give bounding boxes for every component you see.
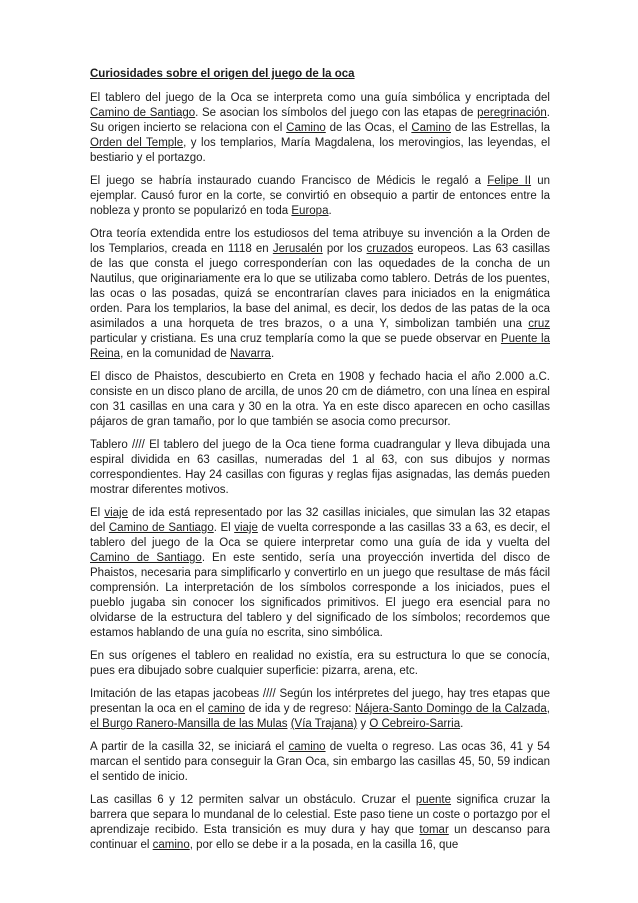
text-run: . En este sentido, sería una proyección invertida del disco de Phaistos, necesaria para simplificarlo y convertirlo en un juego que resultase de más fácil comprensión. La interpretación de los símbolos corresponde a los iniciados, pues el pueblo jugaba sin conocer los significados primitivos. El juego era esencial para no olvidarse de la estructura del tablero y del significado de los símbolos; recordemos que estamos hablando de una guía no escrita, sino simbólica. <box>90 552 551 639</box>
underlined-term: Puente la Reina <box>90 333 550 360</box>
document-title: Curiosidades sobre el origen del juego de la oca <box>90 68 355 80</box>
underlined-term: Orden del Temple <box>90 137 184 149</box>
text-run: por los <box>322 243 367 255</box>
underlined-term: puente <box>415 794 452 806</box>
underlined-term: Camino de Santiago <box>108 522 214 534</box>
underlined-term: (Vía Trajana) <box>290 718 358 730</box>
paragraph <box>90 687 550 732</box>
paragraph <box>90 370 550 430</box>
text-run: europeos. Las 63 casillas de las que consta el juego corresponderían con las oquedades de la concha de un Nautilus, que originariamente era lo que se utilizaba como tablero. Detrás de los puentes, las ocas o las posadas, quizá se encontrarían claves para iniciados en la enigmática orden. Para los templarios, la base del animal, es decir, los dedos de las patas de la oca asimilados a una horqueta de tres brazos, o a una Y, simbolizan también una <box>90 243 550 330</box>
underlined-term: viaje <box>234 522 258 534</box>
underlined-term: Camino de Santiago <box>90 107 196 119</box>
text-run: . Se asocian los símbolos del juego con las etapas de <box>195 107 478 119</box>
underlined-term: cruz <box>528 318 550 330</box>
paragraph <box>90 438 550 498</box>
text-run: , <box>546 703 550 715</box>
text-run: un descanso para continuar el <box>90 824 550 851</box>
underlined-term: camino <box>152 839 190 851</box>
text-run: Las casillas 6 y 12 permiten salvar un obstáculo. Cruzar el <box>90 794 416 806</box>
text-run: Tablero //// El tablero del juego de la Oca tiene forma cuadrangular y lleva dibujada una espiral dividida en 63 casillas, numeradas del 1 al 63, con sus dibujos y normas correspondientes. Hay 24 casillas con figuras y reglas fijas asignadas, las demás pueden mostrar diferentes motivos. <box>90 439 550 496</box>
text-run: un ejemplar. Causó furor en la corte, se convirtió en obsequio a partir de entonces entre la nobleza y pronto se popularizó en toda <box>90 175 550 217</box>
underlined-term: Jerusalén <box>272 243 323 255</box>
paragraph <box>90 649 550 679</box>
text-run: de vuelta corresponde a las casillas 33 a 63, es decir, el tablero del juego de la Oca se quiere interpretar como una guía de ida y vuelta del <box>90 522 551 549</box>
text-run: de las Ocas, el <box>325 122 412 134</box>
text-run: . <box>328 205 332 217</box>
text-run: En sus orígenes el tablero en realidad no existía, era su estructura lo que se conocía, pues era dibujado sobre cualquier superficie: pizarra, arena, etc. <box>90 650 550 677</box>
underlined-term: cruzados <box>366 243 414 255</box>
underlined-term: el Burgo Ranero-Mansilla de las Mulas <box>90 718 288 730</box>
text-run: El <box>90 507 105 519</box>
text-run: y <box>357 718 370 730</box>
paragraph <box>90 227 550 362</box>
underlined-term: tomar <box>419 824 449 836</box>
text-run: de ida y de regreso: <box>245 703 356 715</box>
text-run: El disco de Phaistos, descubierto en Creta en 1908 y fechado hacia el año 2.000 a.C. consiste en un disco plano de arcilla, de unos 20 cm de diámetro, con una línea en espiral con 31 casillas en una cara y 30 en la otra. Ya en este disco aparecen en ocho casillas pájaros de gran tamaño, por lo que también se asocia como precursor. <box>90 371 550 428</box>
text-run: de las Estrellas, la <box>451 122 551 134</box>
paragraph <box>90 793 550 853</box>
underlined-term: Felipe II <box>487 175 532 187</box>
underlined-term: viaje <box>104 507 128 519</box>
underlined-term: camino <box>288 741 326 753</box>
text-run: , y los templarios, María Magdalena, los merovingios, las leyendas, el bestiario y el portazgo. <box>90 137 551 164</box>
underlined-term: peregrinación <box>477 107 547 119</box>
text-run: significa cruzar la barrera que separa lo mundanal de lo celestial. Este paso tiene un coste o portazgo por el aprendizaje recibido. Esta transición es muy dura y hay que <box>90 794 550 836</box>
paragraph <box>90 740 550 785</box>
text-run: Otra teoría extendida entre los estudiosos del tema atribuye su invención a la Orden de los Templarios, creada en 1118 en <box>90 228 550 255</box>
underlined-term: Nájera-Santo Domingo de la Calzada <box>355 703 547 715</box>
text-run: El tablero del juego de la Oca se interpreta como una guía simbólica y encriptada del <box>90 92 550 104</box>
text-run: . El <box>213 522 235 534</box>
underlined-term: Navarra <box>230 348 271 360</box>
underlined-term: Camino <box>286 122 326 134</box>
underlined-term: Camino <box>411 122 451 134</box>
paragraph <box>90 91 550 166</box>
text-run: Imitación de las etapas jacobeas //// Según los intérpretes del juego, hay tres etapas que presentan la oca en el <box>90 688 550 715</box>
text-run: . <box>460 718 464 730</box>
text-run: A partir de la casilla 32, se iniciará el <box>90 741 289 753</box>
underlined-term: O Cebreiro-Sarria <box>369 718 461 730</box>
underlined-term: camino <box>207 703 246 715</box>
text-run: de ida está representado por las 32 casillas iniciales, que simulan las 32 etapas del <box>90 507 550 534</box>
text-run: , por ello se debe ir a la posada, en la casilla 16, que <box>189 839 459 851</box>
text-run: particular y cristiana. Es una cruz templaría como la que se puede observar en <box>90 333 501 345</box>
paragraph <box>90 506 550 641</box>
text-run: El juego se habría instaurado cuando Francisco de Médicis le regaló a <box>90 175 488 187</box>
text-run: , en la comunidad de <box>120 348 231 360</box>
text-run: de vuelta o regreso. Las ocas 36, 41 y 54 marcan el sentido para conseguir la Gran Oca, sin embargo las casillas 45, 50, 59 indican el sentido de inicio. <box>90 741 550 783</box>
paragraph <box>90 174 550 219</box>
underlined-term: Camino de Santiago <box>90 552 202 564</box>
document-body <box>90 91 550 853</box>
underlined-term: Europa <box>291 205 329 217</box>
text-run: . Su origen incierto se relaciona con el <box>90 107 550 134</box>
text-run: . <box>270 348 275 360</box>
